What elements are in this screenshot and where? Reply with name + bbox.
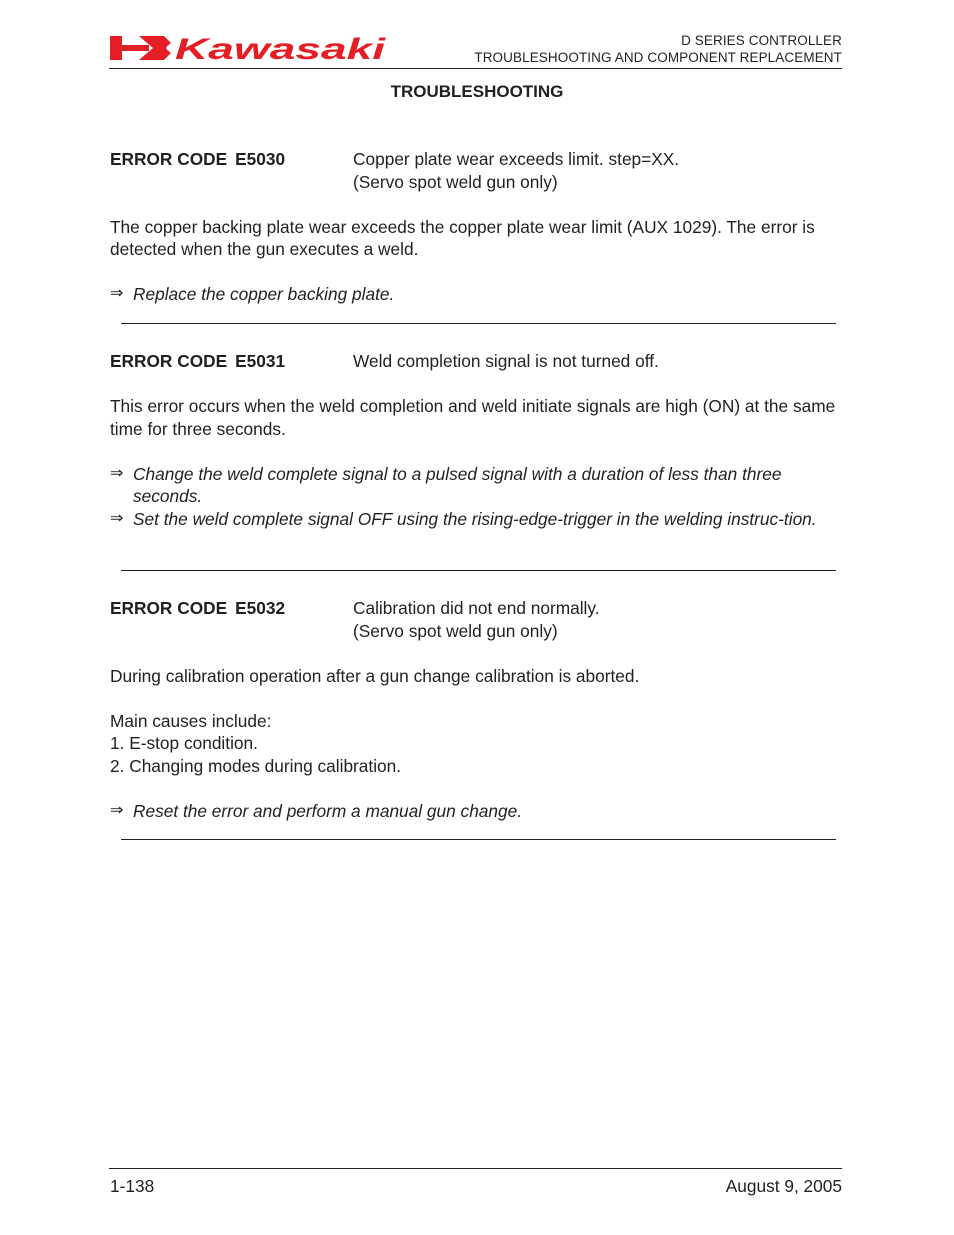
error-entry-e5032: [110, 597, 842, 822]
error-heading: [110, 597, 842, 642]
error-description-note: (Servo spot weld gun only): [353, 171, 558, 192]
error-code-word: ERROR CODE: [110, 149, 228, 169]
remedy-item: [110, 283, 842, 306]
implies-arrow-icon: ⇒: [110, 801, 124, 819]
implies-arrow-icon: ⇒: [110, 285, 124, 302]
kawasaki-logo: [109, 33, 387, 63]
remedy-text: Set the weld complete signal OFF using the rising-edge-trigger in the welding instruc-tion.: [133, 508, 817, 529]
header-rule: [109, 68, 842, 69]
error-code-label: [110, 350, 353, 373]
publication-date: August 9, 2005: [725, 1176, 842, 1196]
separator-line: [121, 570, 836, 571]
error-description-note: (Servo spot weld gun only): [353, 620, 558, 641]
running-header: [474, 32, 842, 66]
causes-intro: Main causes include:: [110, 710, 272, 731]
remedy-text: Replace the copper backing plate.: [133, 284, 395, 304]
brand-wordmark: Kawasaki: [175, 33, 387, 63]
error-code-label: [110, 148, 353, 193]
footer-rule: [109, 1168, 842, 1169]
error-description-line: Copper plate wear exceeds limit. step=XX.: [353, 149, 680, 169]
implies-arrow-icon: ⇒: [110, 464, 124, 482]
error-heading: [110, 350, 842, 373]
remedy-item: [110, 508, 842, 531]
causes-list: [110, 732, 842, 777]
error-description: [353, 597, 600, 642]
error-description-line: Weld completion signal is not turned off.: [353, 351, 659, 371]
error-description: [353, 350, 659, 373]
error-code-number: E5031: [235, 351, 286, 371]
separator-line: [121, 839, 836, 840]
remedy-item: [110, 463, 842, 508]
section-title: TROUBLESHOOTING: [390, 82, 564, 101]
remedy-item: [110, 800, 842, 823]
error-heading: [110, 148, 842, 193]
error-code-word: ERROR CODE: [110, 351, 228, 371]
remedy-text: Reset the error and perform a manual gun change.: [133, 800, 523, 821]
error-entry-e5031: [110, 350, 842, 530]
header-line-1: D SERIES CONTROLLER: [681, 33, 842, 48]
kawasaki-logo-image: [109, 33, 387, 63]
error-explanation: The copper backing plate wear exceeds the copper plate wear limit (AUX 1029). The error is detected when the gun executes a weld.: [110, 216, 815, 259]
separator-line: [121, 323, 836, 324]
error-code-number: E5030: [235, 149, 286, 169]
error-description-line: Calibration did not end normally.: [353, 598, 600, 618]
cause-item: 1. E-stop condition.: [110, 733, 258, 753]
error-code-label: [110, 597, 353, 642]
header-line-2: TROUBLESHOOTING AND COMPONENT REPLACEMENT: [474, 50, 842, 65]
page-number: 1-138: [110, 1176, 155, 1196]
cause-item: 2. Changing modes during calibration.: [110, 755, 402, 776]
error-code-word: ERROR CODE: [110, 598, 228, 618]
remedy-text: Change the weld complete signal to a pulsed signal with a duration of less than three seconds.: [133, 463, 782, 506]
error-explanation: This error occurs when the weld completion and weld initiate signals are high (ON) at the same time for three seconds.: [110, 396, 836, 439]
error-description: [353, 148, 679, 193]
error-explanation: During calibration operation after a gun change calibration is aborted.: [110, 665, 640, 686]
error-code-number: E5032: [235, 598, 286, 618]
implies-arrow-icon: ⇒: [110, 509, 124, 527]
error-entry-e5030: [110, 148, 842, 306]
